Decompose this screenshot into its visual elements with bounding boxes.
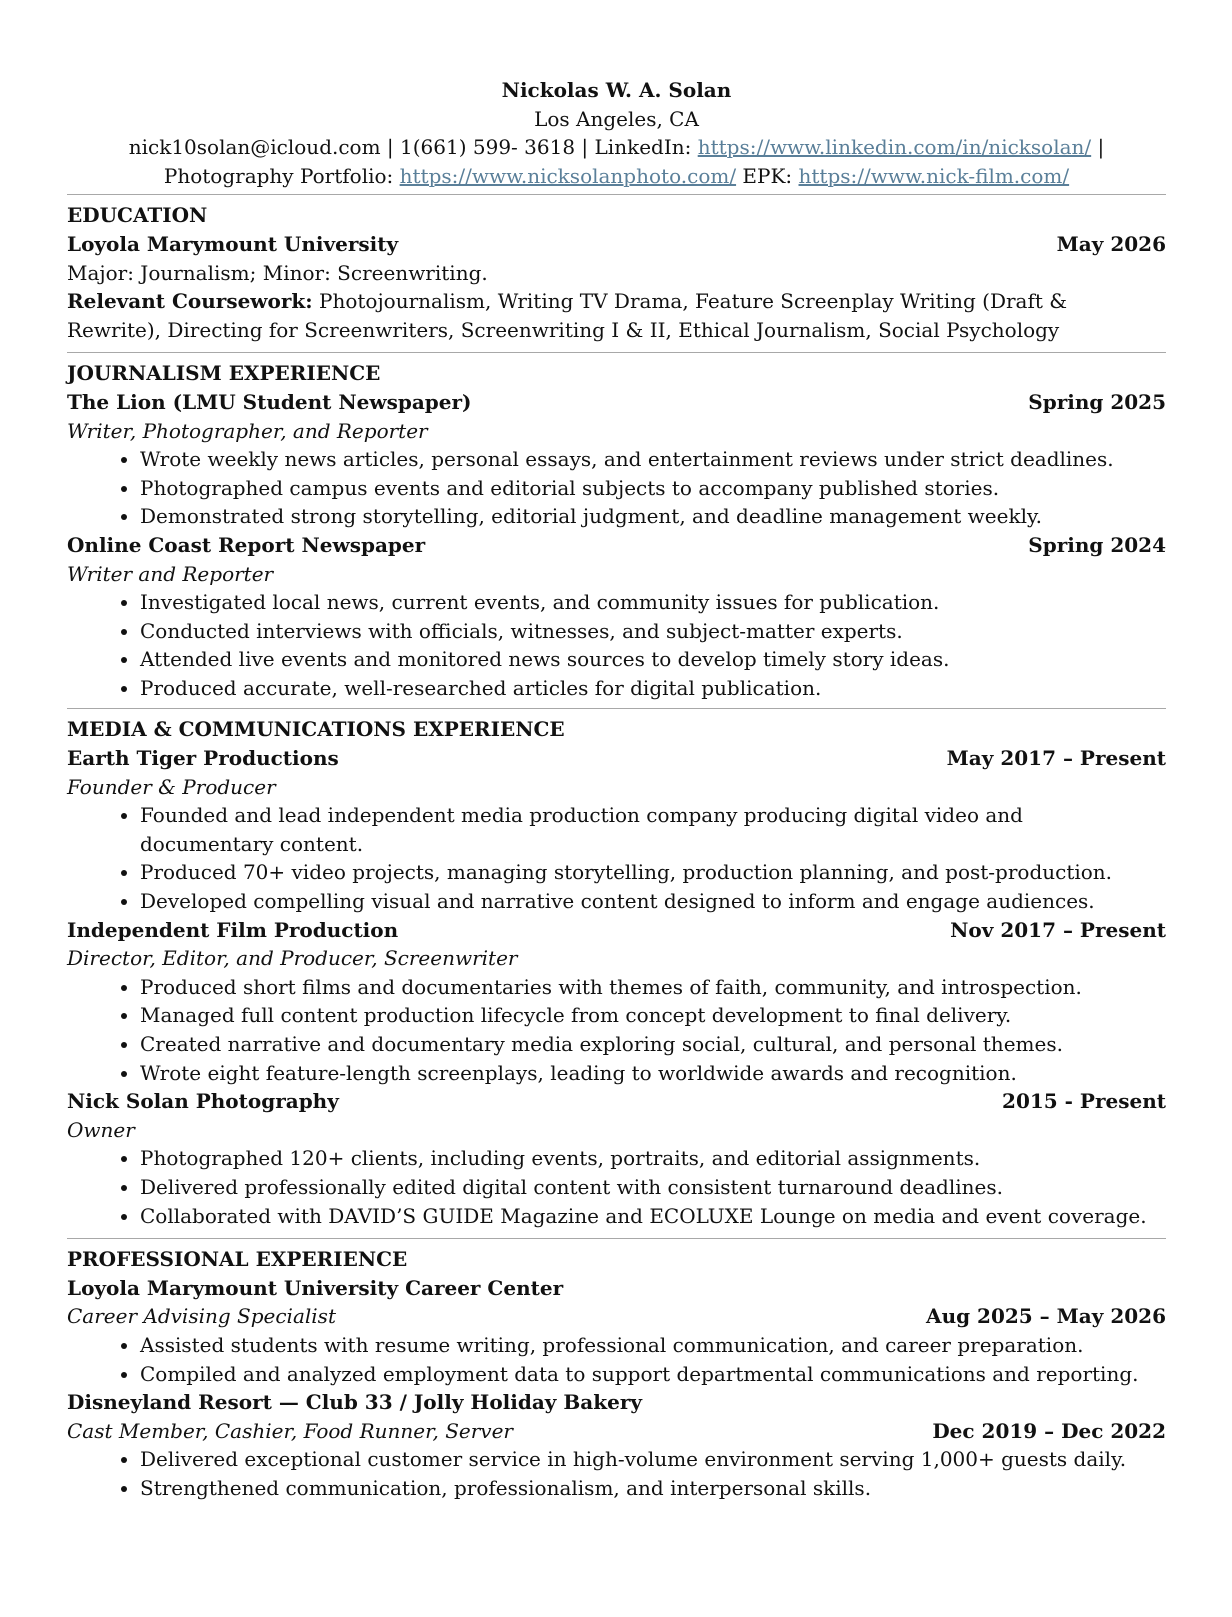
experience-entry [67,1388,1166,1502]
experience-entry [67,744,1166,916]
bullet-item: • Collaborated with DAVID’S GUIDE Magazine and ECOLUXE Lounge on media and event coverage. [140,1202,1166,1231]
bullet-item: • Conducted interviews with officials, witnesses, and subject-matter experts. [140,617,1166,646]
bullet-item: • Strengthened communication, professionalism, and interpersonal skills. [140,1474,1166,1503]
education-header [67,230,1166,259]
bullet-item: • Photographed 120+ clients, including events, portraits, and editorial assignments. [140,1144,1166,1173]
entry-date: Dec 2019 – Dec 2022 [932,1418,1166,1443]
coursework-list: Photojournalism, Writing TV Drama, Feature Screenplay Writing (Draft & Rewrite), Directing for Screenwriters, Screenwriting I & II, Ethical Journalism, Social Psychology [67,289,1068,342]
bullet-list [67,588,1166,702]
entry-date: Aug 2025 – May 2026 [926,1304,1166,1329]
bullet-item: • Wrote weekly news articles, personal essays, and entertainment reviews under strict deadlines. [140,445,1166,474]
bullet-list [67,1445,1166,1502]
bullet-item: • Managed full content production lifecycle from concept development to final delivery. [140,1001,1166,1030]
media-section [67,708,1166,1230]
experience-entry [67,531,1166,703]
organization: Loyola Marymount University Career Center [67,1275,564,1300]
job-role: Owner [67,1117,135,1142]
bullet-item: • Created narrative and documentary media exploring social, cultural, and personal themes. [140,1030,1166,1059]
portfolio-link[interactable]: https://www.nicksolanphoto.com/ [399,163,737,188]
organization: Earth Tiger Productions [67,746,339,771]
graduation-date: May 2026 [1056,231,1166,256]
portfolio-label: Photography Portfolio: [163,163,400,188]
bullet-item: • Photographed campus events and editorial subjects to accompany published stories. [140,474,1166,503]
bullet-item: • Attended live events and monitored news sources to develop timely story ideas. [140,645,1166,674]
entry-header [67,1087,1166,1116]
bullet-list [67,445,1166,531]
entry-header [67,744,1166,773]
organization: Nick Solan Photography [67,1089,339,1114]
bullet-item: • Delivered professionally edited digital content with consistent turnaround deadlines. [140,1173,1166,1202]
organization: The Lion (LMU Student Newspaper) [67,389,472,414]
entry-date: 2015 - Present [1002,1089,1166,1114]
bullet-item: • Produced 70+ video projects, managing storytelling, production planning, and post-production. [140,858,1166,887]
experience-entry [67,1087,1166,1230]
coursework-label: Relevant Coursework: [67,289,313,314]
entry-date: Spring 2024 [1028,532,1166,557]
experience-entry [67,916,1166,1088]
professional-section [67,1238,1166,1502]
entry-date: May 2017 – Present [946,746,1166,771]
entry-header [67,531,1166,560]
bullet-item: • Founded and lead independent media production company producing digital video and documentary content. [140,801,1166,858]
job-role: Career Advising Specialist [67,1304,336,1329]
bullet-item: • Produced short films and documentaries with themes of faith, community, and introspection. [140,973,1166,1002]
bullet-item: • Demonstrated strong storytelling, editorial judgment, and deadline management weekly. [140,502,1166,531]
section-title-professional: PROFESSIONAL EXPERIENCE [67,1247,408,1272]
experience-entry [67,1274,1166,1388]
contact-info: nick10solan@icloud.com | 1(661) 599- 3618 | LinkedIn: [128,135,698,160]
bullet-list [67,801,1166,915]
contact-separator: | [1091,135,1105,160]
coursework [67,287,1166,344]
location: Los Angeles, CA [534,106,699,131]
portfolio-line [67,162,1166,191]
section-title-journalism: JOURNALISM EXPERIENCE [67,361,381,386]
bullet-item: • Investigated local news, current events, and community issues for publication. [140,588,1166,617]
resume-header [67,76,1166,190]
journalism-section [67,352,1166,702]
job-role: Writer and Reporter [67,561,274,586]
job-role: Cast Member, Cashier, Food Runner, Server [67,1418,513,1443]
entry-date: Nov 2017 – Present [950,917,1166,942]
organization: Online Coast Report Newspaper [67,532,426,557]
bullet-list [67,1144,1166,1230]
job-role: Founder & Producer [67,774,276,799]
bullet-item: • Developed compelling visual and narrative content designed to inform and engage audiences. [140,887,1166,916]
applicant-name: Nickolas W. A. Solan [501,78,732,102]
entry-date: Spring 2025 [1028,389,1166,414]
entry-header [67,1417,1166,1446]
bullet-item: • Produced accurate, well-researched articles for digital publication. [140,674,1166,703]
bullet-item: • Wrote eight feature-length screenplays, leading to worldwide awards and recognition. [140,1059,1166,1088]
bullet-item: • Assisted students with resume writing, professional communication, and career preparation. [140,1331,1166,1360]
entry-header [67,916,1166,945]
epk-link[interactable]: https://www.nick-film.com/ [798,163,1070,188]
bullet-list [67,1331,1166,1388]
section-title-media: MEDIA & COMMUNICATIONS EXPERIENCE [67,717,565,742]
linkedin-link[interactable]: https://www.linkedin.com/in/nicksolan/ [697,135,1092,160]
job-role: Writer, Photographer, and Reporter [67,418,428,443]
contact-line [67,133,1166,162]
epk-label: EPK: [736,163,799,188]
experience-entry [67,388,1166,531]
education-section [67,194,1166,344]
entry-header [67,1302,1166,1331]
organization: Independent Film Production [67,917,399,942]
bullet-list [67,973,1166,1087]
bullet-item: • Compiled and analyzed employment data to support departmental communications and reporting. [140,1360,1166,1389]
major-minor: Major: Journalism; Minor: Screenwriting. [67,260,488,285]
entry-header [67,388,1166,417]
section-title-education: EDUCATION [67,203,208,228]
job-role: Director, Editor, and Producer, Screenwriter [67,946,518,971]
organization: Disneyland Resort — Club 33 / Jolly Holiday Bakery [67,1390,642,1415]
bullet-item: • Delivered exceptional customer service in high-volume environment serving 1,000+ guests daily. [140,1445,1166,1474]
school-name: Loyola Marymount University [67,231,399,256]
